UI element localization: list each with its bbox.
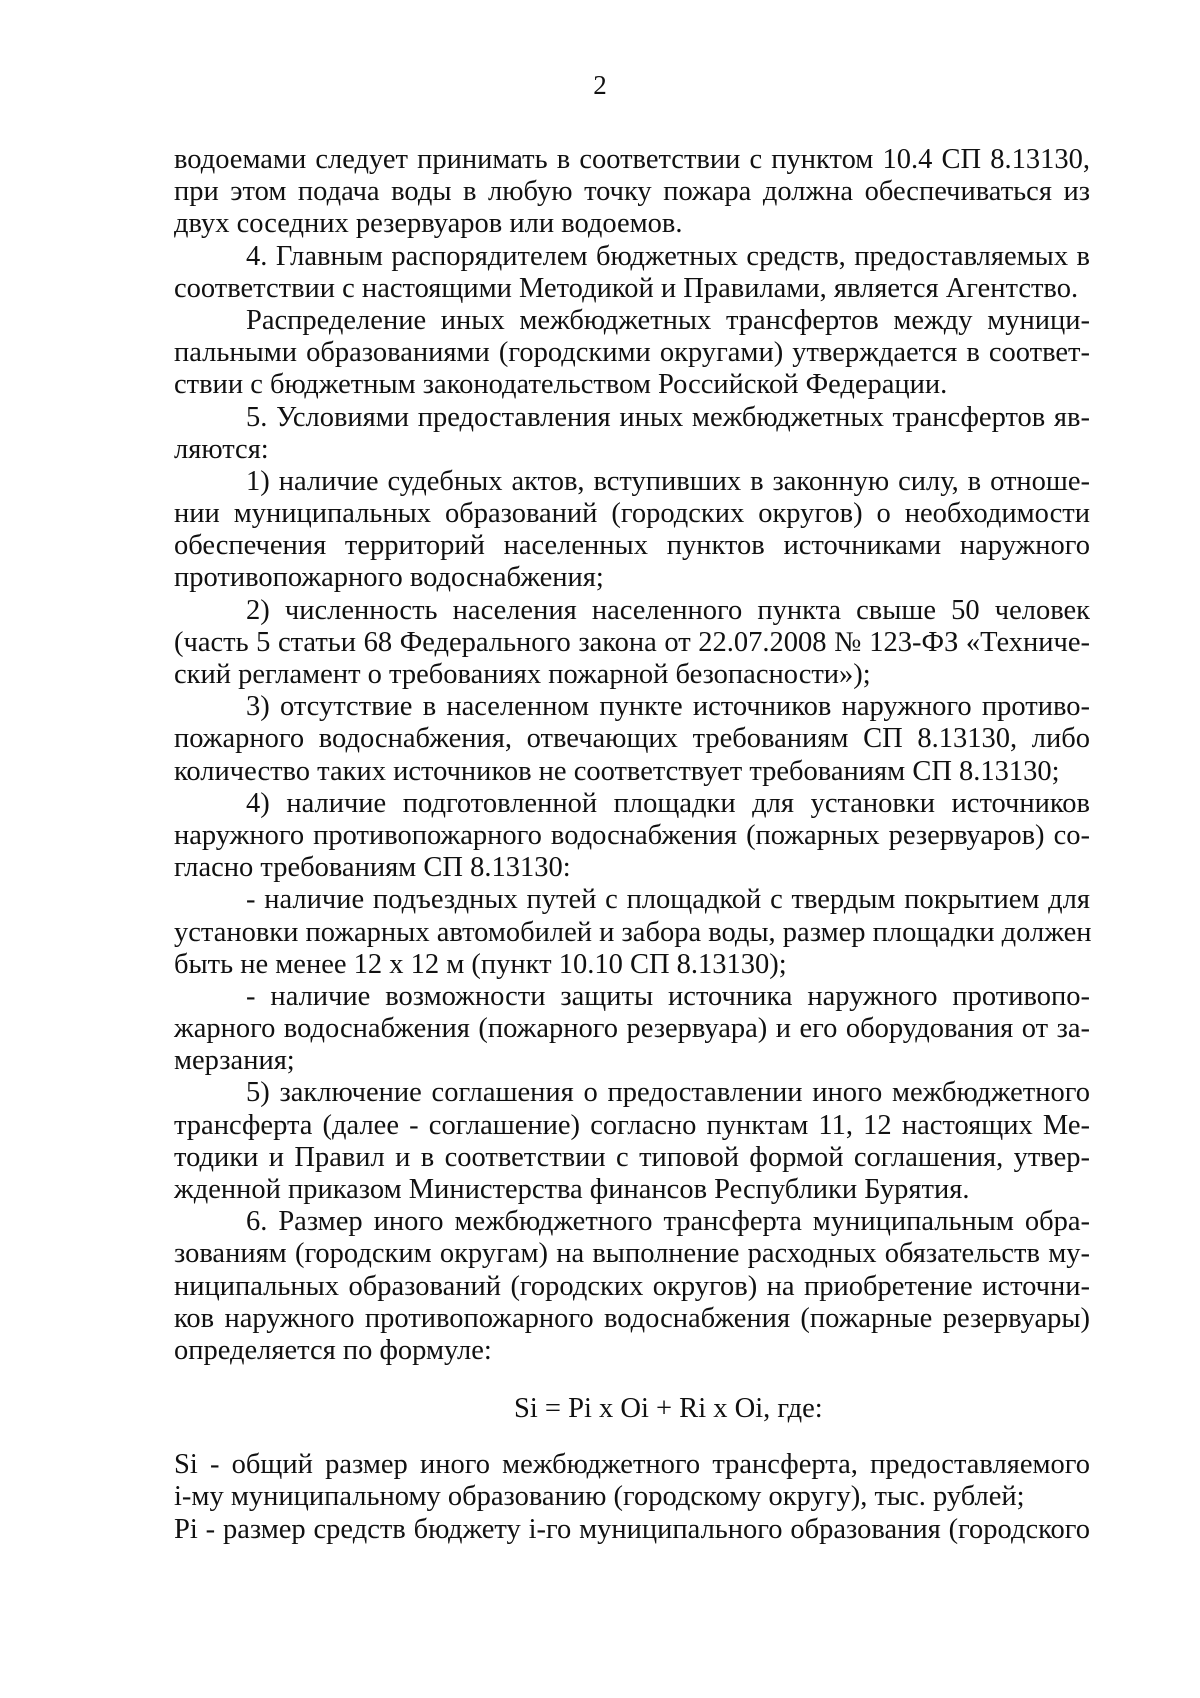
text-line: 3) отсутствие в населенном пункте источников наружного противо- [246,691,1090,723]
text-line: ствии с бюджетным законодательством Российской Федерации. [174,369,948,401]
text-line: при этом подача воды в любую точку пожара должна обеспечиваться из [174,176,1090,208]
text-line: (часть 5 статьи 68 Федерального закона от 22.07.2008 № 123-ФЗ «Техниче- [174,626,1090,658]
text-line: двух соседних резервуаров или водоемов. [174,208,683,240]
text-line: гласно требованиям СП 8.13130: [174,852,571,884]
text-line: 5) заключение соглашения о предоставлении иного межбюджетного [246,1077,1090,1109]
text-line: мерзания; [174,1045,295,1077]
text-line: соответствии с настоящими Методикой и Правилами, является Агентство. [174,272,1079,304]
text-line: пожарного водоснабжения, отвечающих требованиям СП 8.13130, либо [174,723,1090,755]
text-line: ниципальных образований (городских округов) на приобретение источни- [174,1270,1090,1302]
formula: Si = Pi x Oi + Ri x Oi, где: [514,1393,823,1425]
text-line: количество таких источников не соответствует требованиям СП 8.13130; [174,755,1060,787]
text-line: - наличие подъездных путей с площадкой с твердым покрытием для [246,884,1090,916]
text-line: 2) численность населения населенного пункта свыше 50 человек [246,594,1090,626]
text-line: ляются: [174,433,269,465]
spacer [174,1429,1090,1449]
text-line: трансферта (далее - соглашение) согласно пунктам 11, 12 настоящих Ме- [174,1109,1090,1141]
main-text [174,144,1090,1367]
document-body [174,144,1090,1546]
definition-line: Pi - размер средств бюджету i-го муниципального образования (городского [174,1513,1090,1545]
text-line: противопожарного водоснабжения; [174,562,604,594]
text-line: Распределение иных межбюджетных трансфертов между муници- [246,304,1090,336]
page-number: 2 [593,70,607,100]
text-line: 6. Размер иного межбюджетного трансферта муниципальным обра- [246,1206,1090,1238]
text-line: нии муниципальных образований (городских округов) о необходимости [174,498,1090,530]
text-line: ков наружного противопожарного водоснабжения (пожарные резервуары) [174,1302,1090,1334]
text-line: водоемами следует принимать в соответствии с пунктом 10.4 СП 8.13130, [174,144,1090,175]
definition-line: Si - общий размер иного межбюджетного трансферта, предоставляемого [174,1449,1090,1481]
text-line: 4. Главным распорядителем бюджетных средств, предоставляемых в [246,240,1090,272]
text-line: быть не менее 12 х 12 м (пункт 10.10 СП 8.13130); [174,948,787,980]
text-line: 4) наличие подготовленной площадки для установки источников [246,787,1090,819]
definition-line: i-му муниципальному образованию (городскому округу), тыс. рублей; [174,1481,1025,1513]
text-line: - наличие возможности защиты источника наружного противопо- [246,980,1090,1012]
text-line: установки пожарных автомобилей и забора воды, размер площадки должен [174,916,1092,948]
text-line: зованиям (городским округам) на выполнение расходных обязательств му- [174,1238,1090,1270]
text-line: пальными образованиями (городскими округами) утверждается в соответ- [174,337,1090,369]
text-line: обеспечения территорий населенных пунктов источниками наружного [174,530,1090,562]
text-line: 1) наличие судебных актов, вступивших в законную силу, в отноше- [246,465,1090,497]
text-line: жденной приказом Министерства финансов Республики Бурятия. [174,1174,970,1205]
spacer [174,1367,1090,1389]
definitions [174,1449,1090,1546]
text-line: 5. Условиями предоставления иных межбюджетных трансфертов яв- [246,401,1090,433]
text-line: тодики и Правил и в соответствии с типовой формой соглашения, утвер- [174,1141,1090,1173]
text-line: ский регламент о требованиях пожарной безопасности»); [174,659,871,690]
text-line: определяется по формуле: [174,1334,492,1366]
text-line: наружного противопожарного водоснабжения (пожарных резервуаров) со- [174,819,1090,851]
text-line: жарного водоснабжения (пожарного резервуара) и его оборудования от за- [174,1013,1090,1045]
